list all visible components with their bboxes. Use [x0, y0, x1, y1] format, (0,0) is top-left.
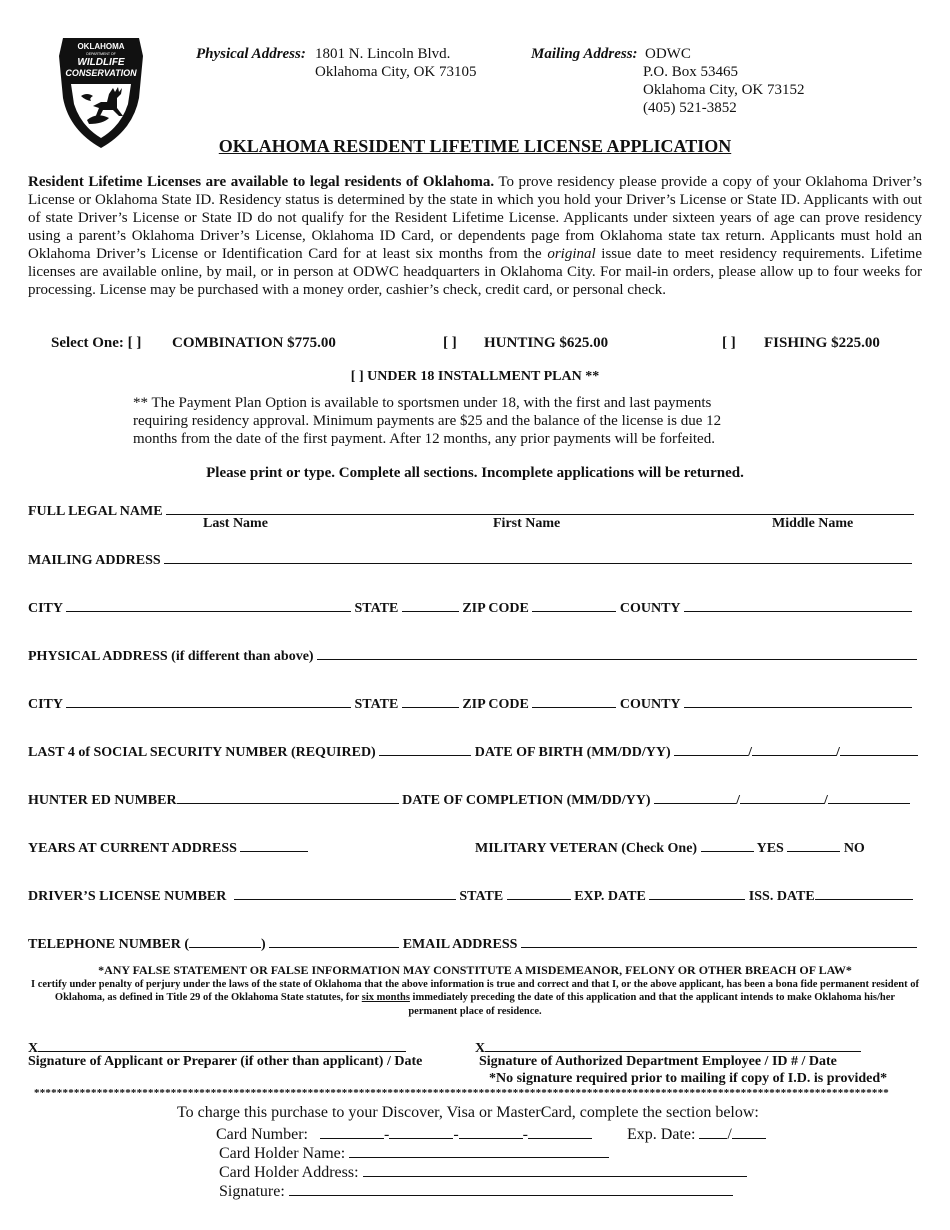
date-separator: / — [736, 793, 740, 808]
full-legal-name-field[interactable] — [166, 500, 914, 515]
physical-address-line1: 1801 N. Lincoln Blvd. — [315, 46, 451, 62]
dl-state-field[interactable] — [507, 885, 571, 900]
card-exp-year-field[interactable] — [732, 1123, 766, 1139]
intro-text2: issue date to meet residency requirements. Lifetime licenses are available online, by mail, or in person at ODWC headquarters in Oklahoma City. For mail-in orders, please allow up to four weeks for processing. License may be purchased with a money order, cashier’s check, credit card, or personal check. — [28, 246, 922, 298]
installment-plan-option[interactable]: [ ] UNDER 18 INSTALLMENT PLAN ** — [350, 369, 600, 384]
email-label: EMAIL ADDRESS — [402, 937, 518, 952]
completion-month-field[interactable] — [654, 789, 736, 804]
intro-bold: Resident Lifetime Licenses are available to legal residents of Oklahoma. — [28, 174, 495, 190]
date-separator: / — [836, 745, 840, 760]
payment-plan-note — [133, 394, 773, 448]
mailing-address-field[interactable] — [164, 549, 912, 564]
county-field[interactable] — [684, 597, 912, 612]
completion-year-field[interactable] — [828, 789, 910, 804]
card-holder-address-row — [219, 1161, 747, 1182]
telephone-label: TELEPHONE NUMBER ( — [28, 937, 190, 952]
iss-date-label: ISS. DATE — [748, 889, 815, 904]
telephone-field[interactable] — [269, 933, 399, 948]
state-label: STATE — [354, 601, 399, 616]
city-row-1 — [28, 597, 912, 617]
ssn-label: LAST 4 of SOCIAL SECURITY NUMBER (REQUIRED) — [28, 745, 376, 760]
payment-plan-line1: ** The Payment Plan Option is available to sportsmen under 18, with the first and last payments — [133, 395, 712, 411]
hunter-ed-row — [28, 789, 910, 809]
years-label: YEARS AT CURRENT ADDRESS — [28, 841, 237, 856]
card-number-dash: - — [453, 1126, 459, 1143]
certification-text — [30, 978, 920, 1019]
hunter-ed-label: HUNTER ED NUMBER — [28, 793, 177, 808]
zip-field[interactable] — [532, 597, 616, 612]
city-row-2 — [28, 693, 912, 713]
card-holder-address-label: Card Holder Address: — [219, 1164, 359, 1181]
separator-stars: ****************************************************************************************************************************************************** — [34, 1087, 889, 1099]
card-number-row — [216, 1123, 592, 1144]
card-exp-label: Exp. Date: — [627, 1126, 696, 1143]
iss-date-field[interactable] — [815, 885, 913, 900]
veteran-yes-label: YES — [756, 841, 784, 856]
credit-card-intro: To charge this purchase to your Discover, Visa or MasterCard, complete the section below: — [177, 1104, 759, 1121]
date-separator: / — [748, 745, 753, 760]
card-number-label: Card Number: — [216, 1126, 308, 1143]
veteran-label: MILITARY VETERAN (Check One) — [475, 841, 698, 856]
physical-address-line2: Oklahoma City, OK 73105 — [315, 64, 477, 80]
veteran-no-field[interactable] — [787, 837, 840, 852]
veteran-yes-field[interactable] — [701, 837, 754, 852]
telephone-email-row — [28, 933, 917, 953]
card-number-field-4[interactable] — [528, 1123, 592, 1139]
intro-text1: To prove residency please provide a copy of your Oklahoma Driver’s License or Oklahoma State ID. Residency status is determined by the state in which you hold your Driver’s License or State ID. Applicants with out of state Driver’s License or State ID do not qualify for the Resident Lifetime License. Applicants under sixteen years of age can prove residency using a parent’s Oklahoma Driver’s License, Oklahoma ID Card, or dependents page from Oklahoma state tax return. Applicants must hold an Oklahoma Driver’s License or Identification Card for at least six months from the — [28, 174, 922, 262]
zip-label: ZIP CODE — [462, 601, 529, 616]
veteran-row — [475, 837, 865, 857]
no-signature-note: *No signature required prior to mailing if copy of I.D. is provided* — [489, 1071, 888, 1086]
state-label: STATE — [354, 697, 399, 712]
mailing-address-phone: (405) 521-3852 — [643, 100, 737, 116]
zip-field[interactable] — [532, 693, 616, 708]
dl-number-label: DRIVER’S LICENSE NUMBER — [28, 889, 227, 904]
instructions: Please print or type. Complete all sections. Incomplete applications will be returned. — [206, 465, 744, 481]
employee-signature-caption: Signature of Authorized Department Employee / ID # / Date — [479, 1054, 837, 1069]
last-name-caption: Last Name — [203, 516, 268, 531]
physical-address-field-label: PHYSICAL ADDRESS (if different than above) — [28, 649, 314, 664]
card-number-field-2[interactable] — [389, 1123, 453, 1139]
exp-date-row — [627, 1123, 766, 1144]
dl-state-label: STATE — [459, 889, 504, 904]
card-number-field-1[interactable] — [320, 1123, 384, 1139]
veteran-no-label: NO — [843, 841, 865, 856]
city-field[interactable] — [66, 597, 351, 612]
fishing-checkbox[interactable]: [ ] — [722, 335, 736, 351]
first-name-caption: First Name — [493, 516, 561, 531]
dob-month-field[interactable] — [674, 741, 748, 756]
mailing-address-line2: P.O. Box 53465 — [643, 64, 739, 80]
card-number-dash: - — [522, 1126, 528, 1143]
certification-text2: immediately preceding the date of this application and that the applicant intends to make Oklahoma his/her permanent place of residence. — [408, 992, 896, 1017]
hunting-checkbox[interactable]: [ ] — [443, 335, 457, 351]
applicant-signature-field[interactable] — [38, 1037, 406, 1052]
select-one-label[interactable]: Select One: [ ] — [51, 335, 142, 351]
mailing-address-line1: ODWC — [645, 46, 691, 62]
odwc-logo — [55, 34, 147, 150]
applicant-signature-x: X — [28, 1041, 39, 1056]
applicant-signature-caption: Signature of Applicant or Preparer (if other than applicant) / Date — [28, 1054, 423, 1069]
card-signature-field[interactable] — [289, 1180, 733, 1196]
card-signature-row — [219, 1180, 733, 1201]
mailing-address-line3: Oklahoma City, OK 73152 — [643, 82, 805, 98]
middle-name-caption: Middle Name — [772, 516, 854, 531]
certification-statement — [30, 964, 920, 1018]
hunter-ed-field[interactable] — [177, 789, 399, 804]
state-field[interactable] — [402, 597, 459, 612]
card-holder-address-field[interactable] — [363, 1161, 747, 1177]
card-exp-month-field[interactable] — [699, 1123, 727, 1139]
dob-year-field[interactable] — [840, 741, 918, 756]
physical-address-field[interactable] — [317, 645, 917, 660]
full-legal-name-label: FULL LEGAL NAME — [28, 504, 163, 519]
dl-number-field[interactable] — [234, 885, 456, 900]
city-field[interactable] — [66, 693, 351, 708]
payment-plan-line2: requiring residency approval. Minimum payments are $25 and the balance of the license is due 12 — [133, 413, 722, 429]
years-field[interactable] — [240, 837, 308, 852]
certification-text1: I certify under penalty of perjury under the laws of the state of Oklahoma that the above information is true and correct and that I, or the above applicant, has been a bona fide permanent resident of Oklahoma, as defined in Title 29 of the Oklahoma State statutes, for — [30, 978, 919, 1003]
dob-label: DATE OF BIRTH (MM/DD/YY) — [474, 745, 671, 760]
years-at-address-row — [28, 837, 308, 857]
employee-signature-x: X — [475, 1041, 486, 1056]
false-statement-warning: *ANY FALSE STATEMENT OR FALSE INFORMATION MAY CONSTITUTE A MISDEMEANOR, FELONY OR OTHER BREACH OF LAW* — [98, 963, 852, 977]
card-signature-label: Signature: — [219, 1183, 285, 1200]
card-exp-separator: / — [727, 1126, 732, 1143]
card-holder-name-label: Card Holder Name: — [219, 1145, 346, 1162]
ssn-field[interactable] — [379, 741, 471, 756]
exp-date-label: EXP. DATE — [574, 889, 646, 904]
completion-date-label: DATE OF COMPLETION (MM/DD/YY) — [402, 793, 651, 808]
area-code-field[interactable] — [189, 933, 261, 948]
six-months-underlined: six months — [361, 992, 410, 1003]
svg-text:OKLAHOMA: OKLAHOMA — [77, 42, 125, 51]
mailing-address-field-label: MAILING ADDRESS — [28, 553, 161, 568]
mailing-address-label: Mailing Address: — [531, 46, 638, 62]
state-field[interactable] — [402, 693, 459, 708]
county-label: COUNTY — [619, 697, 681, 712]
city-label: CITY — [28, 601, 63, 616]
telephone-close-paren: ) — [261, 937, 266, 952]
dob-day-field[interactable] — [752, 741, 836, 756]
physical-address-row — [28, 645, 917, 665]
hunting-option: HUNTING $625.00 — [484, 335, 609, 351]
card-holder-name-row — [219, 1142, 609, 1163]
county-field[interactable] — [684, 693, 912, 708]
payment-plan-line3: months from the date of the first payment. After 12 months, any prior payments will be forfeited. — [133, 431, 715, 447]
card-number-dash: - — [383, 1126, 390, 1143]
ssn-dob-row — [28, 741, 918, 761]
intro-italic: original — [547, 246, 596, 262]
drivers-license-row — [28, 885, 913, 905]
physical-address-label: Physical Address: — [196, 46, 306, 62]
combination-option: COMBINATION $775.00 — [172, 335, 336, 351]
page-title: OKLAHOMA RESIDENT LIFETIME LICENSE APPLICATION — [218, 136, 732, 156]
zip-label: ZIP CODE — [462, 697, 529, 712]
mailing-address-row — [28, 549, 912, 569]
completion-day-field[interactable] — [740, 789, 824, 804]
svg-text:DEPARTMENT OF: DEPARTMENT OF — [86, 52, 116, 56]
city-label: CITY — [28, 697, 63, 712]
intro-paragraph — [28, 173, 922, 299]
exp-date-field[interactable] — [649, 885, 745, 900]
fishing-option: FISHING $225.00 — [764, 335, 880, 351]
card-holder-name-field[interactable] — [349, 1142, 609, 1158]
email-field[interactable] — [521, 933, 917, 948]
svg-text:WILDLIFE: WILDLIFE — [77, 57, 125, 68]
employee-signature-field[interactable] — [485, 1037, 861, 1052]
date-separator: / — [823, 793, 828, 808]
county-label: COUNTY — [619, 601, 681, 616]
card-number-field-3[interactable] — [459, 1123, 523, 1139]
svg-text:CONSERVATION: CONSERVATION — [65, 68, 137, 78]
